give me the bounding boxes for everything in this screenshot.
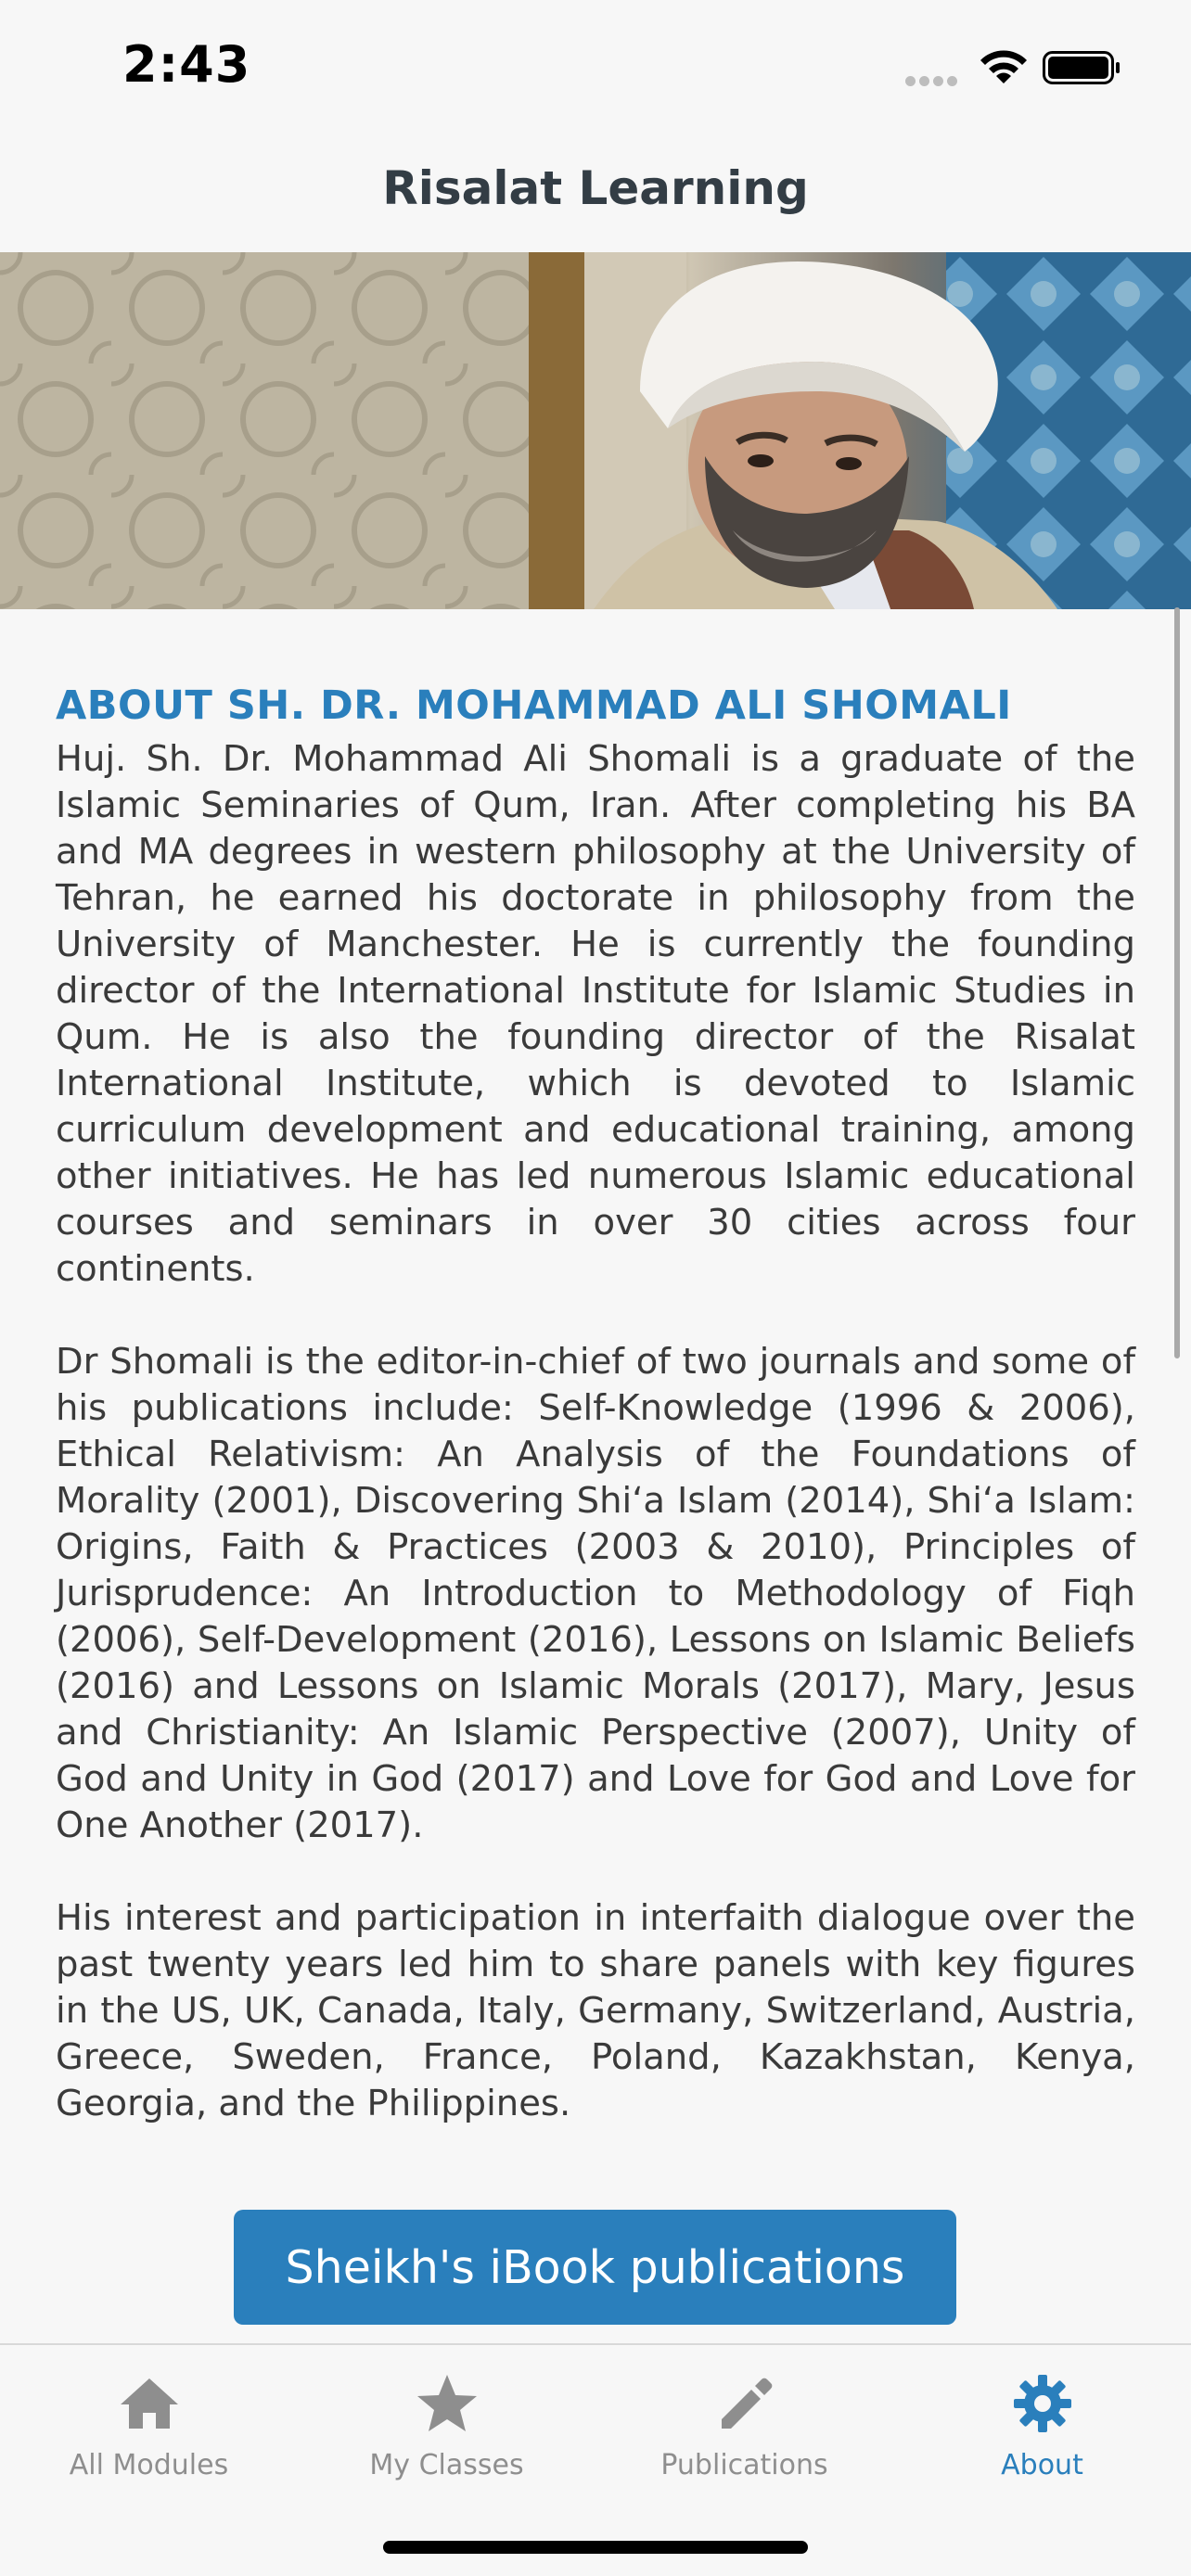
- tab-label: All Modules: [69, 2449, 229, 2481]
- tab-label: About: [1001, 2449, 1083, 2481]
- navigation-bar: [0, 130, 1191, 252]
- status-bar: [0, 0, 1191, 130]
- battery-icon: [1043, 49, 1122, 86]
- home-indicator[interactable]: [383, 2541, 808, 2554]
- star-icon: [415, 2371, 480, 2436]
- tab-about[interactable]: [893, 2364, 1191, 2503]
- tab-publications[interactable]: [596, 2364, 893, 2503]
- scroll-indicator[interactable]: [1174, 607, 1180, 1358]
- biography: [56, 736, 1135, 2127]
- wifi-icon: [978, 48, 1030, 87]
- about-heading: ABOUT SH. DR. MOHAMMAD ALI SHOMALI: [56, 682, 1012, 729]
- bio-paragraph: His interest and participation in interfaith dialogue over the past twenty years led him to share panels with key figures in the US, UK, Canada, Italy, Germany, Switzerland, Austria, Greece, Sweden, France, Poland, Kazakhstan, Kenya, Georgia, and the Philippines.: [56, 1897, 1135, 2124]
- pencil-icon: [712, 2371, 777, 2436]
- tab-label: My Classes: [369, 2449, 524, 2481]
- portrait-photo: [0, 252, 1191, 609]
- page-title: Risalat Learning: [382, 161, 809, 215]
- about-content: [56, 675, 1135, 2174]
- home-icon: [117, 2371, 182, 2436]
- cellular-signal-icon: [905, 72, 963, 83]
- tab-all-modules[interactable]: [0, 2364, 298, 2503]
- bio-paragraph: Dr Shomali is the editor-in-chief of two journals and some of his publications include: Self-Knowledge (1996 & 2006), Ethical Relativism: An Analysis of the Foundations of Morality (2001), Discovering Shi‘a Islam (2014), Shi‘a Islam: Origins, Faith & Practices (2003 & 2010), Principles of Jurisprudence: An Introduction to Methodology of Fiqh (2006), Self-Development (2016), Lessons on Islamic Beliefs (2016) and Lessons on Islamic Morals (2017), Mary, Jesus and Christianity: An Islamic Perspective (2007), Unity of God and Unity in God (2017) and Love for God and Love for One Another (2017).: [56, 1341, 1135, 1846]
- hero-image: [0, 252, 1191, 609]
- ibook-publications-button[interactable]: Sheikh's iBook publications: [234, 2210, 956, 2325]
- tab-my-classes[interactable]: [298, 2364, 596, 2503]
- gear-icon: [1010, 2371, 1075, 2436]
- bio-paragraph: Huj. Sh. Dr. Mohammad Ali Shomali is a graduate of the Islamic Seminaries of Qum, Iran. After completing his BA and MA degrees in western philosophy at the University of Tehran, he earned his doctorate in philosophy from the University of Manchester. He is currently the founding director of the International Institute for Islamic Studies in Qum. He is also the founding director of the Risalat International Institute, which is devoted to Islamic curriculum development and educational training, among other initiatives. He has led numerous Islamic educational courses and seminars in over 30 cities across four continents.: [56, 738, 1135, 1290]
- status-time: 2:43: [122, 35, 251, 94]
- tab-label: Publications: [660, 2449, 828, 2481]
